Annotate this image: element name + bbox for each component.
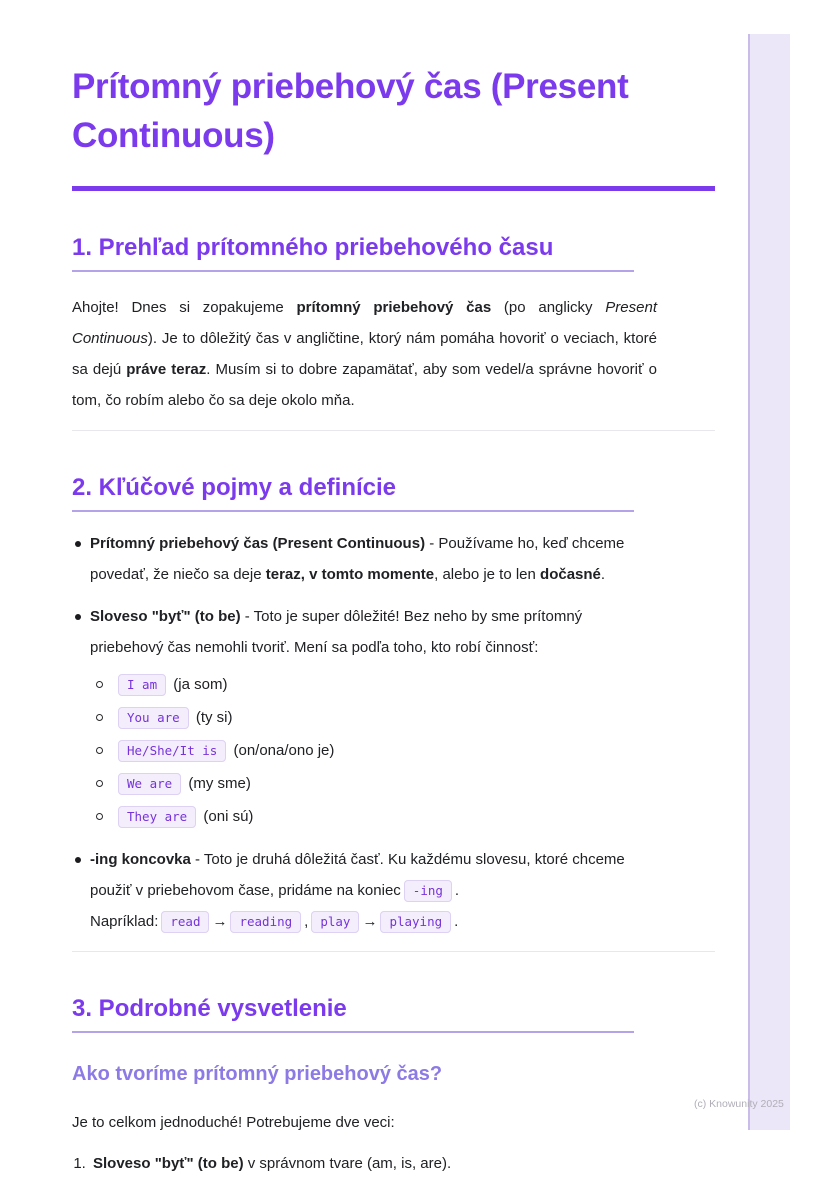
section-1-heading: 1. Prehľad prítomného priebehového času <box>72 233 634 272</box>
lead-paragraph: Je to celkom jednoduché! Potrebujeme dve veci: <box>72 1114 395 1131</box>
list-item <box>90 844 650 937</box>
text-segment: . Napríklad: <box>90 882 460 930</box>
code-chip: He/She/It is <box>118 740 226 762</box>
page-title: Prítomný priebehový čas (Present Continuous) <box>72 67 629 155</box>
key-terms-list <box>72 528 650 937</box>
section-divider-2 <box>72 951 715 952</box>
text-segment: (ty si) <box>191 709 233 726</box>
text-segment: (ja som) <box>169 676 228 693</box>
section-key-terms <box>72 473 715 937</box>
text-segment: teraz, v tomto momente <box>265 566 435 583</box>
list-item <box>90 601 650 833</box>
text-segment: (oni sú) <box>199 808 254 825</box>
copyright-notice: (c) Knowunity 2025 <box>694 1098 784 1110</box>
section-explanation <box>72 994 715 1179</box>
text-segment: . Musím si to dobre zapamätať, aby som vedel/a správne hovoriť o tom, čo robím alebo čo sa deje okolo mňa. <box>72 361 657 409</box>
text-segment: Present Continuous <box>72 299 657 347</box>
text-segment: → <box>362 913 378 930</box>
code-chip: I am <box>118 674 166 696</box>
text-segment: (my sme) <box>184 775 251 792</box>
text-segment: (po anglicky <box>491 299 606 316</box>
code-chip: -ing <box>404 880 452 902</box>
list-item <box>115 800 650 833</box>
text-segment: Ahojte! Dnes si zopakujeme <box>72 299 297 316</box>
text-segment: . <box>454 913 459 930</box>
list-item <box>115 767 650 800</box>
text-segment: dočasné <box>540 566 601 583</box>
list-item-text <box>90 608 582 656</box>
text-segment: ). Je to dôležitý čas v angličtine, ktorý nám pomáha hovoriť o veciach, ktoré sa dejú <box>72 330 657 378</box>
text-segment: - Používame ho, keď chceme povedať, že niečo sa deje <box>90 535 625 583</box>
code-chip: read <box>161 911 209 933</box>
to-be-forms-list <box>90 668 650 833</box>
list-item <box>115 668 650 701</box>
code-chip: play <box>311 911 359 933</box>
text-segment: (on/ona/ono je) <box>229 742 335 759</box>
text-segment: , <box>304 913 309 930</box>
section-overview <box>72 233 715 416</box>
text-segment: → <box>212 913 228 930</box>
text-segment: , alebo je to len <box>434 566 541 583</box>
code-chip: reading <box>230 911 301 933</box>
title-rule <box>72 186 715 191</box>
text-segment: - Toto je druhá dôležitá časť. Ku každému slovesu, ktoré chceme použiť v priebehovom čase, pridáme na koniec <box>90 851 625 899</box>
steps-list <box>72 1148 675 1179</box>
intro-paragraph <box>72 292 657 416</box>
code-chip: playing <box>380 911 451 933</box>
document-content <box>72 0 715 1179</box>
text-segment: - Toto je super dôležité! Bez neho by sme prítomný priebehový čas nemohli tvoriť. Mení sa podľa toho, kto robí činnosť: <box>90 608 583 656</box>
section-2-heading: 2. Kľúčové pojmy a definície <box>72 473 634 512</box>
list-item <box>115 701 650 734</box>
list-item <box>90 528 650 590</box>
code-chip: They are <box>118 806 196 828</box>
list-item <box>115 734 650 767</box>
list-item <box>90 1148 675 1179</box>
section-3-heading: 3. Podrobné vysvetlenie <box>72 994 634 1033</box>
text-segment: prítomný priebehový čas <box>296 299 492 316</box>
text-segment: . <box>600 566 606 583</box>
subsection-heading: Ako tvoríme prítomný priebehový čas? <box>72 1063 443 1085</box>
side-stripe <box>748 34 790 1130</box>
text-segment: Sloveso "byť" (to be) <box>93 1155 244 1172</box>
text-segment: Prítomný priebehový čas (Present Continuous) <box>90 535 426 552</box>
text-segment: Sloveso "byť" (to be) <box>90 608 241 625</box>
section-divider-1 <box>72 430 715 431</box>
text-segment: v správnom tvare (am, is, are). <box>243 1155 452 1172</box>
text-segment: práve teraz <box>126 361 207 378</box>
code-chip: We are <box>118 773 181 795</box>
code-chip: You are <box>118 707 189 729</box>
text-segment: -ing koncovka <box>90 851 191 868</box>
